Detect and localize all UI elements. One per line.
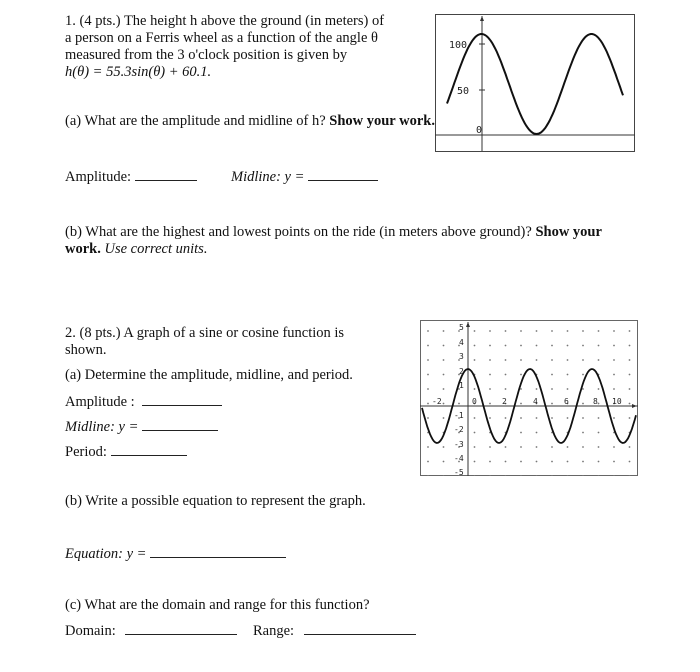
- grid-dot: [489, 388, 491, 390]
- grid-dot: [582, 432, 584, 434]
- grid-dot: [598, 461, 600, 463]
- q2a-period-label: Period:: [65, 444, 107, 460]
- grid-dot: [489, 461, 491, 463]
- grid-dot: [598, 388, 600, 390]
- grid-dot: [474, 417, 476, 419]
- q2-y-label-1: 1: [459, 381, 464, 390]
- q1-y-label-100: 100: [449, 40, 468, 51]
- grid-dot: [536, 359, 538, 361]
- grid-dot: [567, 374, 569, 376]
- grid-dot: [629, 374, 631, 376]
- grid-dot: [551, 446, 553, 448]
- q2-x-label-0: 0: [472, 397, 477, 406]
- q1b-note: Use correct units.: [104, 241, 208, 257]
- grid-dot: [551, 461, 553, 463]
- grid-dot: [582, 359, 584, 361]
- grid-dot: [629, 403, 631, 405]
- q1-graph-frame: [436, 15, 635, 152]
- q2-x-label-10: 10: [612, 397, 622, 406]
- grid-dot: [443, 417, 445, 419]
- grid-dot: [613, 388, 615, 390]
- q2a-period-row: [65, 443, 187, 461]
- grid-dot: [536, 345, 538, 347]
- q2b-question: (b) Write a possible equation to represent the graph.: [65, 493, 366, 509]
- q2-x-label-2: 2: [502, 397, 507, 406]
- q2a-amplitude-blank[interactable]: [142, 393, 222, 406]
- grid-dot: [520, 432, 522, 434]
- q2b-equation-label: Equation: y =: [65, 546, 147, 562]
- grid-dot: [598, 330, 600, 332]
- grid-dot: [489, 446, 491, 448]
- q1-function-formula: h(θ) = 55.3sin(θ) + 60.1.: [65, 64, 212, 80]
- grid-dot: [520, 403, 522, 405]
- grid-dot: [427, 359, 429, 361]
- grid-dot: [598, 417, 600, 419]
- grid-dot: [613, 461, 615, 463]
- grid-dot: [520, 374, 522, 376]
- grid-dot: [474, 359, 476, 361]
- grid-dot: [443, 359, 445, 361]
- grid-dot: [443, 330, 445, 332]
- q2a-midline-row: [65, 418, 218, 436]
- grid-dot: [443, 345, 445, 347]
- grid-dot: [629, 330, 631, 332]
- grid-dot: [443, 446, 445, 448]
- q2-y-label-2: 2: [459, 367, 464, 376]
- grid-dot: [582, 403, 584, 405]
- grid-dot: [427, 388, 429, 390]
- grid-dot: [443, 374, 445, 376]
- grid-dot: [567, 388, 569, 390]
- q2a-midline-label: Midline: y =: [65, 419, 139, 435]
- grid-dot: [629, 417, 631, 419]
- grid-dot: [536, 461, 538, 463]
- q2-y-label-4: 4: [459, 338, 464, 347]
- grid-dot: [551, 417, 553, 419]
- grid-dot: [613, 374, 615, 376]
- grid-dot: [520, 345, 522, 347]
- grid-dot: [551, 330, 553, 332]
- q1-y-label-0: 0: [476, 125, 483, 136]
- grid-dot: [505, 345, 507, 347]
- grid-dot: [520, 446, 522, 448]
- q2a-period-blank[interactable]: [111, 443, 187, 456]
- q2c-domain-row: [65, 622, 237, 640]
- q2-y-label-5: 5: [459, 323, 464, 332]
- q1a-midline-blank[interactable]: [308, 168, 378, 181]
- q2c-range-blank[interactable]: [304, 622, 416, 635]
- grid-dot: [567, 359, 569, 361]
- q2b-equation-row: [65, 545, 286, 563]
- grid-dot: [505, 330, 507, 332]
- q1-intro-line-1: 1. (4 pts.) The height h above the ground (in meters) of: [65, 13, 385, 29]
- grid-dot: [520, 461, 522, 463]
- grid-dot: [474, 432, 476, 434]
- grid-dot: [613, 359, 615, 361]
- grid-dot: [629, 388, 631, 390]
- grid-dot: [582, 374, 584, 376]
- grid-dot: [505, 446, 507, 448]
- grid-dot: [582, 446, 584, 448]
- grid-dot: [505, 374, 507, 376]
- grid-dot: [427, 345, 429, 347]
- q1-ferris-wheel-graph: [435, 14, 635, 152]
- grid-dot: [613, 330, 615, 332]
- grid-dot: [489, 374, 491, 376]
- q2-y-label-neg5: -5: [454, 468, 464, 476]
- q2b-equation-blank[interactable]: [150, 545, 286, 558]
- q2-y-label-neg3: -3: [454, 440, 464, 449]
- grid-dot: [427, 446, 429, 448]
- grid-dot: [613, 446, 615, 448]
- q1a-midline-row: [231, 168, 378, 186]
- grid-dot: [536, 388, 538, 390]
- grid-dot: [474, 345, 476, 347]
- q1a-emphasis: Show your work.: [329, 113, 435, 129]
- grid-dot: [582, 330, 584, 332]
- q1b-emphasis: Show your work.: [65, 224, 602, 257]
- q2-intro-line-1: 2. (8 pts.) A graph of a sine or cosine function is: [65, 325, 345, 341]
- q2c-range-row: [253, 622, 416, 640]
- grid-dot: [427, 403, 429, 405]
- grid-dot: [427, 330, 429, 332]
- grid-dot: [427, 461, 429, 463]
- grid-dot: [551, 403, 553, 405]
- grid-dot: [613, 345, 615, 347]
- grid-dot: [505, 417, 507, 419]
- grid-dot: [443, 403, 445, 405]
- q2a-question: (a) Determine the amplitude, midline, and period.: [65, 367, 353, 383]
- grid-dot: [474, 330, 476, 332]
- grid-dot: [551, 359, 553, 361]
- q1a-amplitude-blank[interactable]: [135, 168, 197, 181]
- grid-dot: [505, 388, 507, 390]
- q1-intro-line-3: measured from the 3 o'clock position is given by: [65, 47, 348, 63]
- grid-dot: [443, 388, 445, 390]
- grid-dot: [536, 432, 538, 434]
- grid-dot: [489, 359, 491, 361]
- grid-dot: [551, 345, 553, 347]
- grid-dot: [613, 417, 615, 419]
- grid-dot: [427, 374, 429, 376]
- q2-y-label-neg4: -4: [454, 454, 464, 463]
- q2a-amplitude-row: [65, 393, 222, 411]
- q2-y-label-neg2: -2: [454, 425, 464, 434]
- grid-dot: [567, 345, 569, 347]
- q1a-amplitude-row: [65, 168, 197, 186]
- q2a-amplitude-label: Amplitude :: [65, 394, 135, 410]
- grid-dot: [598, 446, 600, 448]
- grid-dot: [629, 446, 631, 448]
- grid-dot: [458, 403, 460, 405]
- grid-dot: [598, 359, 600, 361]
- q2c-question: (c) What are the domain and range for this function?: [65, 597, 370, 613]
- grid-dot: [536, 417, 538, 419]
- grid-dot: [520, 417, 522, 419]
- q2-x-label-8: 8: [593, 397, 598, 406]
- grid-dot: [598, 345, 600, 347]
- q2-x-label-6: 6: [564, 397, 569, 406]
- q2c-domain-label: Domain:: [65, 623, 116, 639]
- q2-intro-line-2: shown.: [65, 342, 107, 358]
- grid-dot: [520, 330, 522, 332]
- grid-dot: [505, 359, 507, 361]
- grid-dot: [520, 388, 522, 390]
- q2-sine-graph: [420, 320, 638, 476]
- grid-dot: [582, 461, 584, 463]
- grid-dot: [536, 330, 538, 332]
- grid-dot: [582, 417, 584, 419]
- q2-x-label-4: 4: [533, 397, 538, 406]
- grid-dot: [443, 461, 445, 463]
- q1-y-label-50: 50: [457, 86, 470, 97]
- grid-dot: [582, 345, 584, 347]
- q2-y-label-3: 3: [459, 352, 464, 361]
- q1b-question-text: (b) What are the highest and lowest points on the ride (in meters above ground)?: [65, 224, 532, 240]
- q1a-amplitude-label: Amplitude:: [65, 169, 132, 185]
- q1a-midline-label: Midline: y =: [231, 169, 305, 185]
- q1-intro-line-2: a person on a Ferris wheel as a function of the angle θ: [65, 30, 378, 46]
- grid-dot: [551, 388, 553, 390]
- grid-dot: [551, 374, 553, 376]
- q1b-question: [65, 224, 635, 258]
- grid-dot: [474, 446, 476, 448]
- grid-dot: [598, 432, 600, 434]
- grid-dot: [629, 359, 631, 361]
- grid-dot: [489, 417, 491, 419]
- q2c-range-label: Range:: [253, 623, 295, 639]
- grid-dot: [536, 446, 538, 448]
- grid-dot: [489, 345, 491, 347]
- grid-dot: [489, 403, 491, 405]
- q2a-midline-blank[interactable]: [142, 418, 218, 431]
- grid-dot: [520, 359, 522, 361]
- grid-dot: [427, 417, 429, 419]
- q2-y-label-neg1: -1: [454, 411, 464, 420]
- q2-x-label-neg2: -2: [432, 397, 442, 406]
- grid-dot: [474, 388, 476, 390]
- grid-dot: [505, 461, 507, 463]
- grid-dot: [629, 461, 631, 463]
- q1a-question-text: (a) What are the amplitude and midline of h?: [65, 113, 326, 129]
- grid-dot: [489, 330, 491, 332]
- grid-dot: [567, 461, 569, 463]
- grid-dot: [567, 330, 569, 332]
- grid-dot: [474, 461, 476, 463]
- q2c-domain-blank[interactable]: [125, 622, 237, 635]
- grid-dot: [567, 417, 569, 419]
- grid-dot: [629, 345, 631, 347]
- q1a-question: [65, 113, 435, 130]
- grid-dot: [567, 446, 569, 448]
- grid-dot: [598, 403, 600, 405]
